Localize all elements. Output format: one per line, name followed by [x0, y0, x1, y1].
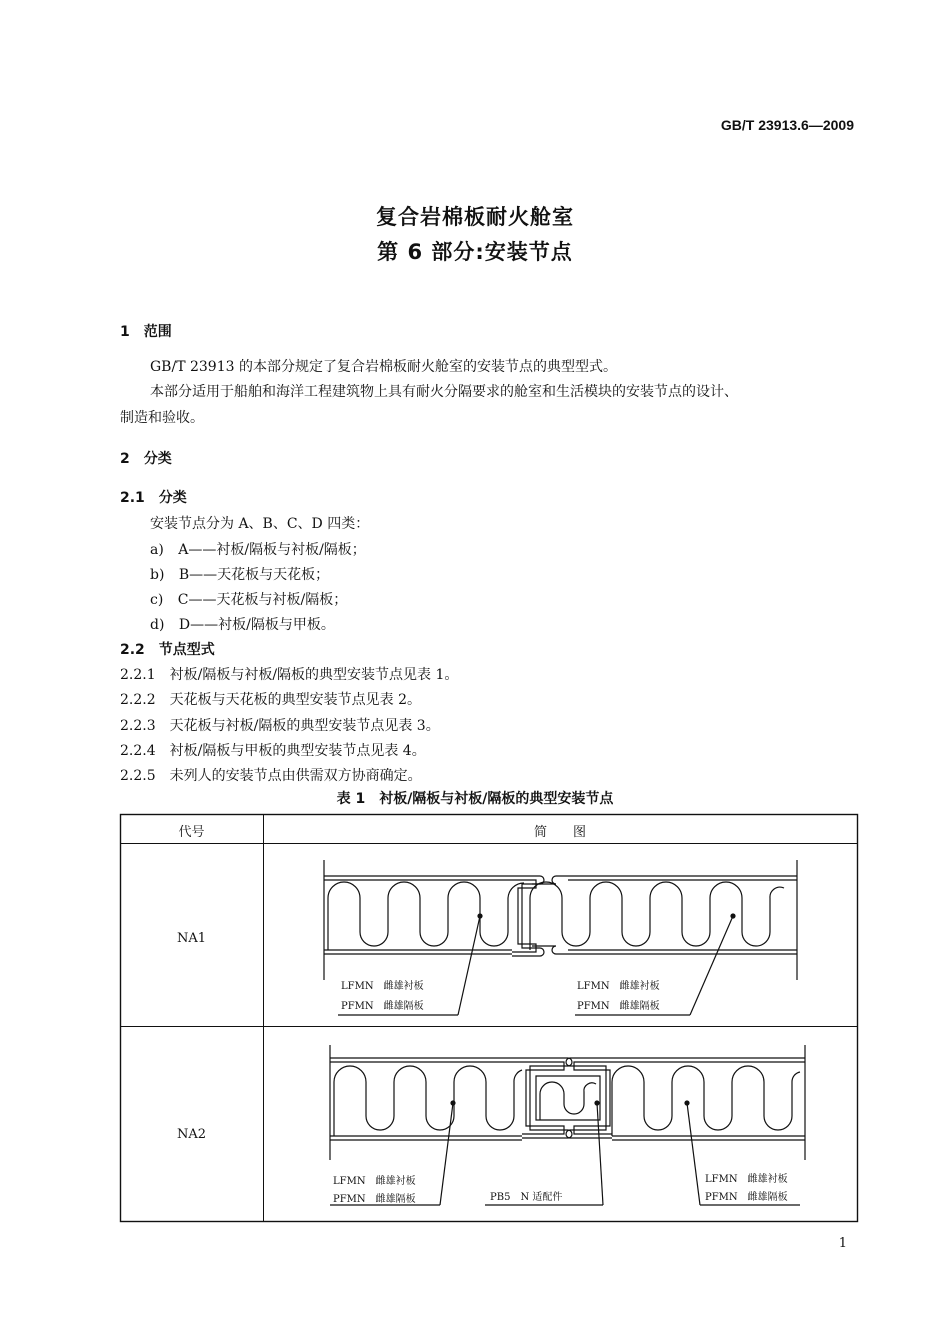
clause-2-2-1: 2.2.1 衬板/隔板与衬板/隔板的典型安装节点见表 1。 [120, 667, 459, 683]
list-label: d) [150, 617, 165, 633]
list-text: A——衬板/隔板与衬板/隔板； [178, 542, 366, 558]
list-label: b) [150, 567, 165, 583]
section-2-1-heading: 2.1 分类 [120, 490, 187, 506]
na1-outer-lines [324, 860, 797, 980]
table-caption: 表 1 衬板/隔板与衬板/隔板的典型安装节点 [336, 791, 614, 807]
list-text: D——衬板/隔板与甲板。 [178, 617, 335, 633]
na2-label-right-2: PFMN 雌雄隔板 [705, 1192, 788, 1203]
section-2-heading: 2 分类 [120, 451, 172, 467]
na1-label-right-2: PFMN 雌雄隔板 [577, 1001, 660, 1012]
na1-label-left-1: LFMN 雌雄衬板 [341, 981, 424, 992]
section-1-para-2b: 制造和验收。 [120, 410, 204, 426]
na1-label-right-1: LFMN 雌雄衬板 [577, 981, 660, 992]
table-header-figure: 简 图 [533, 825, 586, 840]
section-1-para-1: GB/T 23913 的本部分规定了复合岩棉板耐火舱室的安装节点的典型型式。 [150, 359, 617, 375]
section-1-heading: 1 范围 [120, 324, 172, 340]
list-label: c) [150, 592, 164, 608]
na1-leader-right [690, 916, 733, 1015]
na1-label-left-2: PFMN 雌雄隔板 [341, 1001, 424, 1012]
na1-leader-left [458, 916, 480, 1015]
na1-left-wool [328, 882, 524, 950]
na2-left-wool [334, 1066, 522, 1136]
page-number: 1 [838, 1236, 847, 1251]
list-label: a) [150, 542, 164, 558]
clause-2-2-4: 2.2.4 衬板/隔板与甲板的典型安装节点见表 4。 [120, 743, 426, 759]
table-header-code: 代号 [178, 825, 205, 840]
na1-joint-profile [512, 876, 568, 956]
clause-2-2-5: 2.2.5 未列人的安装节点由供需双方协商确定。 [120, 768, 422, 784]
document-title: 复合岩棉板耐火舱室 [376, 205, 574, 229]
na2-right-wool [612, 1066, 800, 1136]
table-row-code-na2: NA2 [176, 1127, 207, 1142]
na1-right-wool [530, 882, 784, 950]
section-1-para-2a: 本部分适用于船舶和海洋工程建筑物上具有耐火分隔要求的舱室和生活模块的安装节点的设计、 [150, 384, 738, 400]
clause-2-2-3: 2.2.3 天花板与衬板/隔板的典型安装节点见表 3。 [120, 718, 440, 734]
table-row-code-na1: NA1 [176, 931, 207, 946]
na2-label-left-1: LFMN 雌雄衬板 [333, 1176, 416, 1187]
na2-leader-left [440, 1103, 453, 1205]
list-text: B——天花板与天花板； [178, 567, 330, 583]
list-text: C——天花板与衬板/隔板； [177, 592, 348, 608]
section-2-1-intro: 安装节点分为 A、B、C、D 四类： [150, 516, 370, 532]
na2-outer-lines [330, 1045, 805, 1160]
clause-2-2-2: 2.2.2 天花板与天花板的典型安装节点见表 2。 [120, 692, 421, 708]
na2-label-left-2: PFMN 雌雄隔板 [333, 1194, 416, 1205]
na1-diagram [300, 850, 820, 1020]
na2-label-mid: PB5 N 适配件 [490, 1192, 563, 1203]
standard-number: GB/T 23913.6—2009 [720, 117, 854, 133]
na2-leader-right [687, 1103, 700, 1205]
section-2-2-heading: 2.2 节点型式 [120, 642, 215, 658]
na2-label-right-1: LFMN 雌雄衬板 [705, 1174, 788, 1185]
document-subtitle: 第 6 部分:安装节点 [377, 240, 573, 264]
